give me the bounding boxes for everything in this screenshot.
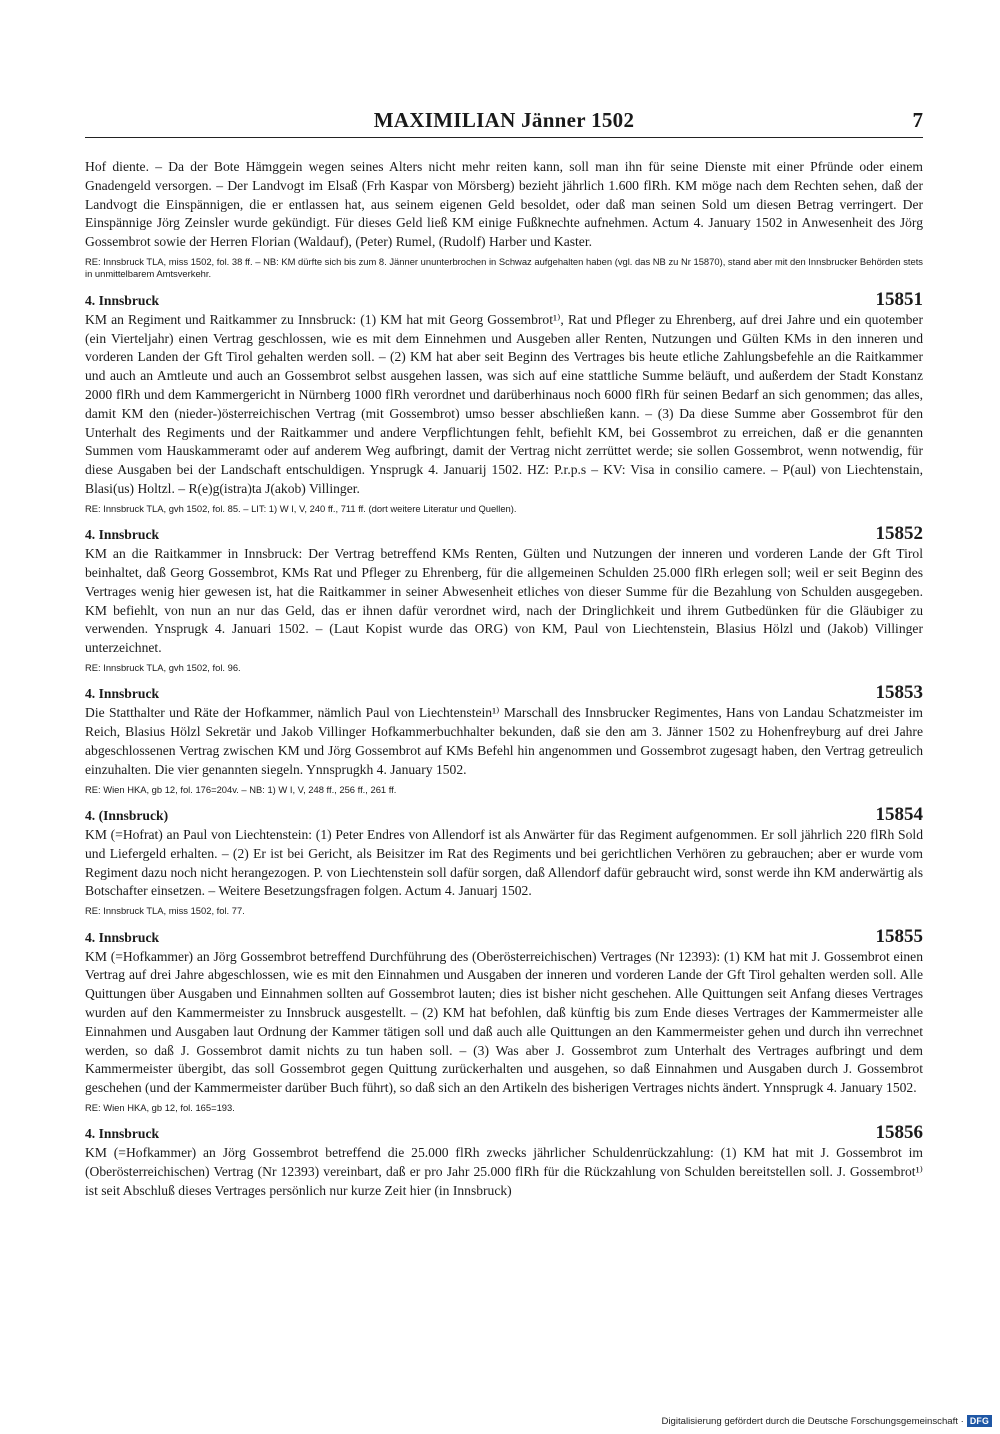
running-title: MAXIMILIAN Jänner 1502 (373, 108, 635, 132)
entry-number: 15856 (875, 1122, 923, 1144)
entry-heading (85, 288, 923, 311)
entry-number: 15853 (875, 682, 923, 704)
entry-text: KM (=Hofkammer) an Jörg Gossembrot betreffend die 25.000 flRh zwecks jährlicher Schuldenrückzahlung: (1) KM hat mit J. Gossembrot im (Oberösterreichischen) Vertrag (Nr 12393) vereinbart, daß er pro Jahr 25.000 flRh für die Rückzahlung von Schulden bereitstellen soll. J. Gossembrot¹⁾ ist seit Abschluß dieses Vertrages persönlich nur kurze Zeit hier (in Innsbruck) (85, 1145, 923, 1198)
entry-place: 4. Innsbruck (85, 1126, 160, 1142)
entry-heading (85, 684, 923, 704)
intro-reference: RE: Innsbruck TLA, miss 1502, fol. 38 ff. – NB: KM dürfte sich bis zum 8. Jänner ununterbrochen in Schwaz aufgehalten haben (vgl. das NB zu Nr 15870), stand aber mit den Innsbrucker Behörden stets in unmittelbarem Amtsverkehr. (85, 255, 923, 280)
entry-text: KM (=Hofkammer) an Jörg Gossembrot betreffend Durchführung des (Oberösterreichischen) Vertrages (Nr 12393): (1) KM hat mit J. Gossembrot einen Vertrag auf drei Jahre abgeschlossen, wie es mit den Einnahmen und Ausgaben der inneren und vorderen Lande der Gft Tirol gehalten werden soll. Alle Quittungen über Ausgaben und Einnahmen sollten auf Gossembrot lauten; dies ist bisher nicht geschehen. Alle Quittungen seit Anfang dieses Vertrages wurden auf den Kammermeister zu Innsbruck ausgestellt. – (2) KM hat befohlen, daß künftig bis zum Ende dieses Vertrages der Kammermeister alle Einnahmen und Ausgaben laut Ordnung der Kammer tätigen soll und daß auch alle Quittungen an den Kammermeister gehen und durch ihn verrechnet werden, so daß J. Gossembrot damit nichts zu tun haben soll. – (3) Was aber J. Gossembrot zum Unterhalt des Vertrages aufbringt und dem Kammermeister übergibt, das soll Gossembrot gegen Quittung zurückerhalten und ausgehen, so daß Einnahmen und Ausgaben durch J. Gossembrot geschehen (und der Kammermeister darüber Buch führt), so daß sich an den Artikeln des bisherigen Vertrages nichts ändert. Ynnsprugk 4. January 1502. (85, 948, 923, 1096)
entry-15856 (85, 1124, 923, 1200)
entry-15854 (85, 803, 923, 918)
entry-heading (85, 1124, 923, 1144)
entry-text: KM (=Hofrat) an Paul von Liechtenstein: (1) Peter Endres von Allendorf ist als Anwärter für das Regiment aufgenommen. Er soll jährlich 220 flRh Sold und Liefergeld erhalten. – (2) Er ist bei Gericht, als Beisitzer im Rat des Regiments und bei gerichtlichen Verhören zu gebrauchen; aber er wurde vom Regiment dazu noch nicht herangezogen. P. von Liechtenstein soll dafür sorgen, daß Allendorf dafür gebraucht wird, sonst werde ihn KM anderwärtig als Botschafter einsetzen. – Weitere Besetzungsfragen folgen. Actum 4. Januarj 1502. (85, 826, 923, 899)
entry-number: 15855 (875, 925, 923, 947)
entry-text: KM an Regiment und Raitkammer zu Innsbruck: (1) KM hat mit Georg Gossembrot¹⁾, Rat und Pfleger zu Ehrenberg, auf drei Jahre und ein quotember (ein Vierteljahr) einen Vertrag geschlossen, wie es mit dem Einnehmen und Ausgeben aller Renten, Nutzungen und Gülten KMs in den inneren und vorderen Landen der Gft Tirol gehalten werden soll. – (2) KM hat aber seit Beginn des Vertrages bis heute etliche Zahlungsbefehle an die Raitkammer und auch an Amtleute und auch an Gossembrot selbst ausgehen lassen, was sich auf eine stattliche Summe beläuft, und außerdem der Stadt Konstanz 2000 flRh und dem Kammergericht in Nürnberg 1000 flRh verordnet und darüberhinaus noch 6000 flRh für seinen Bedarf an sich genommen; das alles, damit KM den (nieder-)österreichischen Vertrag (mit Gossembrot) umso besser abschließen kann. – (3) Da diese Summe aber Gossembrot für den Unterhalt des Regiments und der Raitkammer und andere Verpflichtungen fehlt, befiehlt KM, bei Gossembrot zu erreichen, daß er die genannten Summen vom Hauskammeramt oder auf anderem Weg aufbringt, damit der Vertrag nicht zerrüttet werde; sie sollen Gossembrot, wenn notwendig, für diese Ausgaben bei der Landschaft entschuldigen. Ynsprugk 4. Januarij 1502. HZ: P.r.p.s – KV: Visa in consilio camere. – P(aul) von Liechtenstain, Blasi(us) Holtzl. – R(e)g(istra)ta J(akob) Villinger. (85, 311, 923, 496)
entry-number: 15852 (875, 523, 923, 545)
entry-reference: RE: Wien HKA, gb 12, fol. 176=204v. – NB: 1) W I, V, 248 ff., 256 ff., 261 ff. (85, 783, 397, 795)
page-number: 7 (912, 108, 923, 132)
entry-text: Die Statthalter und Räte der Hofkammer, nämlich Paul von Liechtenstein¹⁾ Marschall des Innsbrucker Regimentes, Hans von Landau Schatzmeister im Reich, Blasius Hölzl Sekretär und Jakob Villinger Hofkammerbuchhalter bekunden, daß sie den am 3. Jänner 1502 zu Hohenfreyburg auf drei Jahre abgeschlossenen Vertrag zwischen KM und Jörg Gossembrot auf KMs Befehl hin angenommen und Gossembrot zugesagt haben, den Vertrag getreulich einzuhalten. Die vier genannten siegeln. Ynnsprugkh 4. January 1502. (85, 705, 923, 777)
entry-15852 (85, 525, 923, 674)
entry-number: 15854 (875, 803, 923, 825)
entry-text: KM an die Raitkammer in Innsbruck: Der Vertrag betreffend KMs Renten, Gülten und Nutzungen der inneren und vorderen Lande der Gft Tirol beinhaltet, daß Georg Gossembrot, KMs Rat und Pfleger zu Ehrenberg, für die allgemeinen Schulden 25.000 flRh erlegen soll; weil er seit Beginn des Vertrages wenig hier gewesen ist, hat die Raitkammer in seiner Abwesenheit etliches von dieser Summe für die Bezahlung von Schulden ausgegeben. KM befiehlt, von nun an nur das Geld, das er ihnen dafür verordnet wird, nach der Dringlichkeit und ihrem Gutbedünken für die Gläubiger zu verwenden. Ynsprugk 4. Januari 1502. – (Laut Kopist wurde das ORG) von KM, Paul von Liechtenstein, Blasius Hölzl und (Jakob) Villinger unterzeichnet. (85, 546, 923, 656)
entry-heading (85, 925, 923, 948)
entry-place: 4. Innsbruck (85, 929, 160, 945)
page-header (85, 108, 923, 138)
entry-place: 4. (Innsbruck) (85, 807, 169, 823)
entry-reference: RE: Innsbruck TLA, gvh 1502, fol. 96. (85, 661, 241, 673)
entry-heading (85, 525, 923, 545)
dfg-logo-icon: DFG (967, 1415, 992, 1427)
entry-15851 (85, 288, 923, 515)
entry-place: 4. Innsbruck (85, 292, 160, 308)
entry-reference: RE: Wien HKA, gb 12, fol. 165=193. (85, 1101, 235, 1113)
entry-place: 4. Innsbruck (85, 686, 160, 702)
entry-reference: RE: Innsbruck TLA, miss 1502, fol. 77. (85, 905, 245, 917)
main-content (85, 158, 923, 1318)
header-rule (85, 137, 923, 138)
intro-paragraph: Hof diente. – Da der Bote Hämggein wegen seines Alters nicht mehr reiten kann, soll man ihn für seine Dienste mit einer Pfründe oder einem Gnadengeld versorgen. – Der Landvogt im Elsaß (Frh Kaspar von Mörsberg) bezieht jährlich 1.600 flRh. KM möge nach dem Rechten sehen, daß der Landvogt die Einspännigen, die er entlassen hat, aus seinem eigenen Geld besoldet, oder daß man seinen Sold um diesen Betrag verringert. Der Einspännige Jörg Zeinsler wurde gekündigt. Für dieses Geld ließ KM einige Fußknechte aufnehmen. Actum 4. January 1502 in Anwesenheit des Jörg Gossembrot sowie der Herren Florian (Waldauf), (Peter) Rumel, (Rudolf) Harber und Kaster. (85, 159, 923, 250)
entry-15855 (85, 925, 923, 1115)
entry-15853 (85, 684, 923, 796)
funding-notice: Digitalisierung gefördert durch die Deutsche Forschungsgemeinschaft · (661, 1415, 964, 1427)
entry-reference: RE: Innsbruck TLA, gvh 1502, fol. 85. – LIT: 1) W I, V, 240 ff., 711 ff. (dort weitere Literatur und Quellen). (85, 502, 517, 514)
funding-footer (661, 1415, 992, 1427)
entry-number: 15851 (875, 288, 923, 310)
entry-place: 4. Innsbruck (85, 527, 160, 543)
entry-heading (85, 803, 923, 826)
